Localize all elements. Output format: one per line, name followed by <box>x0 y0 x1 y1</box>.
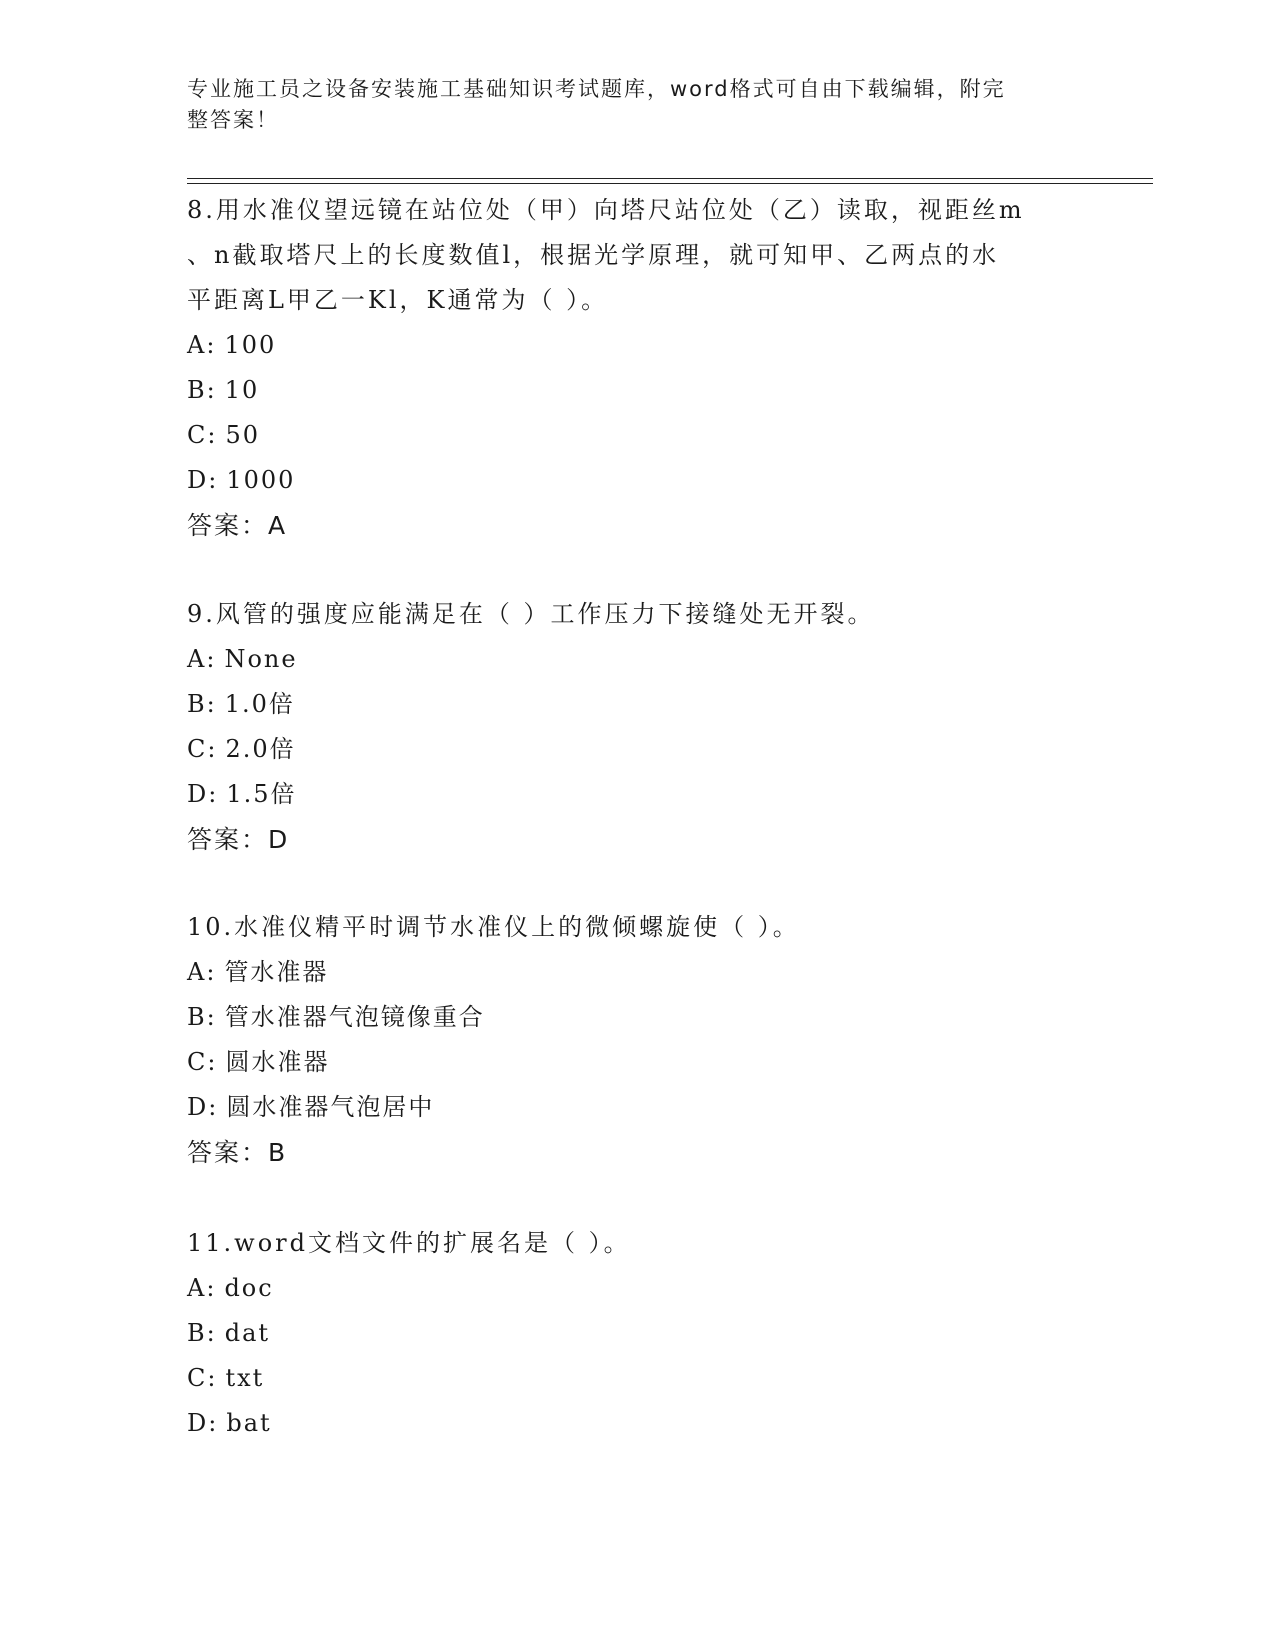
option-b: B : 1.0倍 <box>187 690 295 718</box>
question-block <box>187 592 1087 862</box>
header-line-1: 专业施工员之设备安装施工基础知识考试题库，word格式可自由下载编辑，附完 <box>187 77 1006 101</box>
option-c: C : txt <box>187 1364 265 1392</box>
option-d: D : bat <box>187 1409 272 1437</box>
option-a: A : None <box>187 645 298 673</box>
question-stem-line: 10.水准仪精平时调节水准仪上的微倾螺旋使（ ）。 <box>187 913 800 941</box>
option-d: D : 1.5倍 <box>187 780 297 808</box>
header-divider-top <box>187 178 1153 179</box>
answer-line: 答案：D <box>187 825 290 854</box>
question-stem-line: 9.风管的强度应能满足在（ ）工作压力下接缝处无开裂。 <box>187 600 875 628</box>
answer-line: 答案：A <box>187 511 288 540</box>
option-c: C : 50 <box>187 421 261 449</box>
header-divider-bottom <box>187 183 1153 184</box>
question-stem-line: 平距离L甲乙一Kl，K通常为（ ）。 <box>187 286 609 314</box>
question-stem-line: 8.用水准仪望远镜在站位处（甲）向塔尺站位处（乙）读取，视距丝m <box>187 196 1025 224</box>
option-d: D : 圆水准器气泡居中 <box>187 1093 435 1121</box>
question-block <box>187 1221 1087 1446</box>
question-stem-line: 11.word文档文件的扩展名是（ ）。 <box>187 1229 631 1257</box>
answer-line: 答案：B <box>187 1138 288 1167</box>
option-d: D : 1000 <box>187 466 296 494</box>
option-a: A : 管水准器 <box>187 958 329 986</box>
option-b: B : dat <box>187 1319 271 1347</box>
option-c: C : 圆水准器 <box>187 1048 330 1076</box>
question-block <box>187 188 1087 548</box>
document-header <box>187 74 1067 136</box>
header-line-2: 整答案！ <box>187 108 279 132</box>
option-a: A : doc <box>187 1274 274 1302</box>
option-a: A : 100 <box>187 331 277 359</box>
question-stem-line: 、n截取塔尺上的长度数值l，根据光学原理，就可知甲、乙两点的水 <box>187 241 1000 269</box>
option-c: C : 2.0倍 <box>187 735 296 763</box>
option-b: B : 管水准器气泡镜像重合 <box>187 1003 485 1031</box>
question-block <box>187 905 1087 1175</box>
option-b: B : 10 <box>187 376 260 404</box>
